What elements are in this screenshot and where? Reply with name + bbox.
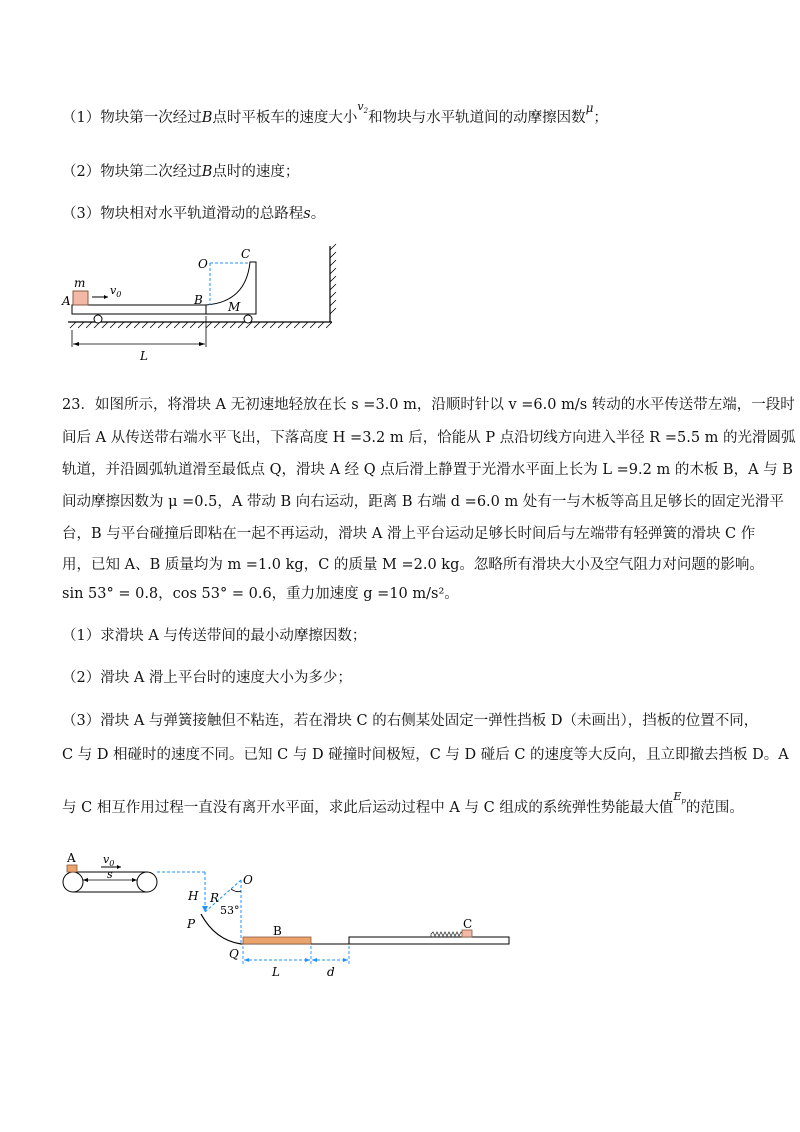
q22-sub2-point-b: B (201, 164, 213, 180)
q22-sub1-text-2: 点时平板车的速度大小 (212, 110, 358, 126)
l-arrow-left (244, 958, 249, 962)
label-h: H (188, 889, 199, 903)
q22-sub3-end: 。 (310, 206, 326, 222)
label-r: R (210, 891, 220, 905)
track-wheel (94, 315, 102, 323)
spring (431, 932, 463, 937)
v0-arrowhead (117, 865, 121, 869)
s-arrow-left (83, 878, 88, 882)
q22-sub2-end: 点时的速度； (212, 164, 300, 180)
q23-sub3-line-3 (62, 790, 744, 823)
d-arrow-right (343, 958, 348, 962)
dim-arrow-right (199, 342, 205, 346)
ground-hatching (70, 322, 332, 328)
belt-right-pulley (137, 872, 157, 892)
q23-line-2: 间后 A 从传送带右端水平飞出，下落高度 H =3.2 m 后，恰能从 P 点沿切线方向进入半径 R =5.5 m 的光滑圆弧 (62, 430, 796, 446)
q23-line-5: 台，B 与平台碰撞后即粘在一起不再运动，滑块 A 滑上平台运动足够长时间后与左端带有轻弹簧的滑块 C 作 (62, 526, 756, 542)
v2-symbol: v (357, 100, 364, 113)
q22-sub3 (62, 204, 325, 224)
label-s: s (107, 868, 113, 881)
label-b: B (273, 924, 282, 938)
q22-sub2-text: （2）物块第二次经过 (62, 164, 202, 180)
q22-sub1-end: ； (593, 110, 608, 126)
dim-arrow-left (73, 342, 79, 346)
label-v0-sub: 0 (116, 290, 122, 299)
q22-sub3-s: s (303, 206, 311, 222)
label-l: L (140, 349, 148, 363)
board-b (243, 937, 311, 944)
belt-left-pulley (63, 872, 83, 892)
label-c: C (463, 917, 473, 931)
ep-e: E (673, 790, 682, 803)
label-cart-m: M (228, 300, 241, 314)
s-arrow-right (132, 878, 137, 882)
label-v0 (103, 853, 114, 868)
cart-wheel (244, 315, 252, 323)
label-c: C (241, 247, 251, 261)
velocity-arrowhead (104, 295, 108, 299)
label-o: O (198, 257, 208, 271)
label-angle: 53° (220, 904, 240, 917)
label-v0-v: v (103, 853, 110, 866)
label-d: d (327, 965, 335, 979)
fixed-platform (349, 937, 509, 944)
q22-sub1-point-b: B (201, 110, 213, 126)
label-l: L (272, 965, 280, 979)
q23-sub1: （1）求滑块 A 与传送带间的最小动摩擦因数； (62, 628, 367, 644)
block-c (462, 930, 472, 937)
arc-track (201, 914, 241, 944)
q22-sub1-v2 (357, 100, 369, 116)
ep-symbol (673, 790, 686, 806)
l-arrow-right (305, 958, 310, 962)
q23-line-7: sin 53° = 0.8，cos 53° = 0.6，重力加速度 g =10 m/s²。 (62, 586, 459, 602)
d-arrow-left (312, 958, 317, 962)
ep-sub: p (681, 797, 686, 806)
angle-arc (231, 889, 241, 892)
label-q: Q (229, 947, 239, 961)
q23-line-6: 用，已知 A、B 质量均为 m =1.0 kg，C 的质量 M =2.0 kg。忽略所有滑块大小及空气阻力对问题的影响。 (62, 557, 764, 573)
v2-subscript: 2 (363, 107, 369, 116)
label-v0-sub: 0 (109, 859, 115, 868)
q23-line-1: 23．如图所示，将滑块 A 无初速地轻放在长 s =3.0 m，沿顺时针以 v =6.0 m/s 转动的水平传送带左端，一段时 (62, 397, 795, 413)
block-a (67, 865, 77, 872)
q22-sub1-text-3: 和物块与水平轨道间的动摩擦因数 (368, 110, 586, 126)
q23-sub3-line-3-text: 与 C 相互作用过程一直没有离开水平面，求此后运动过程中 A 与 C 组成的系统弹性势能最大值 (62, 800, 674, 816)
q23-sub3-line-3-end: 的范围。 (685, 800, 744, 816)
q23-line-3: 轨道，并沿圆弧轨道滑至最低点 Q，滑块 A 经 Q 点后滑上静置于光滑水平面上长为 L =9.2 m 的木板 B，A 与 B (62, 462, 793, 478)
q22-sub2 (62, 162, 299, 182)
horizontal-track (72, 305, 206, 314)
q22-sub1-text: （1）物块第一次经过 (62, 110, 202, 126)
q23-sub3-line-1: （3）滑块 A 与弹簧接触但不粘连，若在滑块 C 的右侧某处固定一弹性挡板 D（未画出），挡板的位置不同， (62, 713, 759, 729)
wall-hatching (330, 244, 336, 314)
q23-sub2: （2）滑块 A 滑上平台时的速度大小为多少； (62, 670, 352, 686)
label-v0 (110, 284, 121, 299)
q22-sub1 (62, 100, 608, 133)
q23-line-4: 间动摩擦因数为 μ =0.5，A 带动 B 向右运动，距离 B 右端 d =6.0 m 处有一与木板等高且足够长的固定光滑平 (62, 494, 784, 510)
h-arrowhead (202, 906, 208, 912)
mu-symbol: μ (585, 101, 594, 115)
q23-figure (55, 840, 525, 990)
label-m: m (74, 276, 86, 290)
q22-sub3-text: （3）物块相对水平轨道滑动的总路程 (62, 206, 304, 222)
q23-sub3-line-2: C 与 D 相碰时的速度不同。已知 C 与 D 碰撞时间极短，C 与 D 碰后 C 的速度等大反向，且立即撤去挡板 D。A (62, 747, 789, 763)
label-o: O (243, 873, 253, 887)
label-b: B (194, 293, 203, 307)
label-v0-v: v (110, 284, 117, 297)
label-a: A (62, 294, 71, 308)
label-a: A (67, 851, 76, 865)
block-m (73, 291, 88, 305)
q22-figure (60, 240, 350, 370)
label-p: P (187, 917, 196, 931)
